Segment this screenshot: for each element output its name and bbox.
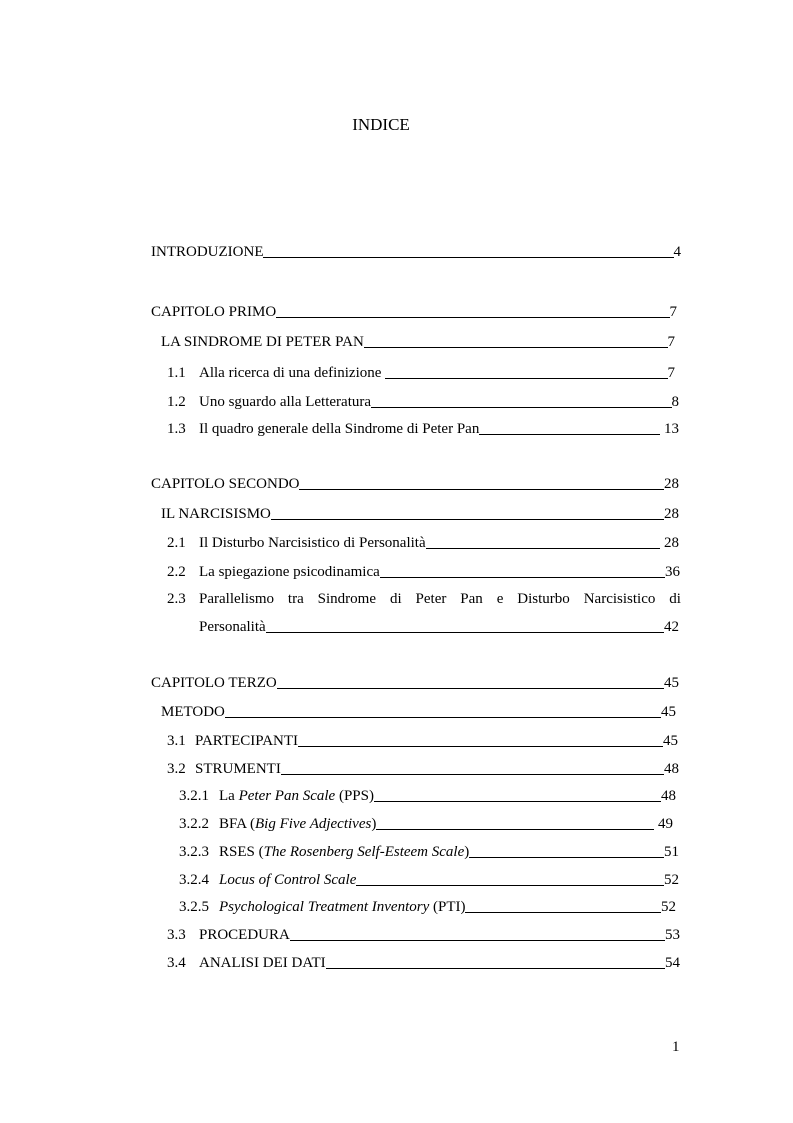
toc-entry-number: 3.4 (167, 955, 186, 971)
toc-entry-page: 8 (671, 394, 679, 410)
toc-entry-page: 28 (664, 476, 679, 492)
leader-line (277, 688, 664, 689)
toc-entry-capitolo-primo[interactable] (151, 301, 677, 323)
toc-word: Pan (460, 591, 483, 607)
toc-entry-3-1[interactable] (167, 730, 678, 752)
leader-line (266, 632, 664, 633)
toc-word: Narcisistico (583, 591, 656, 607)
toc-entry-page: 51 (664, 844, 679, 860)
leader-line (276, 317, 669, 318)
toc-entry-title: IL NARCISISMO (161, 506, 271, 522)
toc-entry-title-line2: Personalità (199, 619, 266, 635)
toc-entry-page: 28 (664, 506, 679, 522)
toc-entry-3-2-3[interactable] (179, 841, 679, 863)
toc-entry-page: 36 (665, 564, 680, 580)
toc-entry-1-2[interactable] (167, 391, 679, 413)
toc-entry-number: 3.2.1 (179, 788, 209, 804)
page-title: INDICE (352, 115, 410, 134)
toc-word: tra (287, 591, 304, 607)
toc-word: Sindrome (317, 591, 377, 607)
toc-entry-page: 52 (661, 899, 676, 915)
leader-line (479, 434, 660, 435)
toc-entry-title: STRUMENTI (195, 761, 281, 777)
toc-entry-2-3-continuation[interactable] (199, 616, 679, 638)
toc-entry-title: METODO (161, 704, 225, 720)
toc-entry-page: 7 (667, 365, 675, 381)
toc-word: di (389, 591, 402, 607)
toc-entry-number: 3.3 (167, 927, 186, 943)
toc-entry-number: 2.1 (167, 535, 186, 551)
toc-entry-page: 53 (665, 927, 680, 943)
leader-line (356, 885, 664, 886)
toc-entry-2-3[interactable] (167, 588, 681, 610)
leader-line (263, 257, 673, 258)
toc-entry-title: La spiegazione psicodinamica (199, 564, 380, 580)
toc-entry-page: 28 (660, 535, 679, 551)
toc-entry-3-2-1[interactable] (179, 785, 676, 807)
toc-entry-1-1[interactable] (167, 362, 675, 384)
toc-entry-number: 3.2.2 (179, 816, 209, 832)
toc-word: Peter (415, 591, 447, 607)
toc-entry-title: Alla ricerca di una definizione (199, 365, 386, 381)
toc-entry-capitolo-secondo[interactable] (151, 473, 679, 495)
toc-entry-title: RSES (The Rosenberg Self-Esteem Scale) (219, 844, 470, 860)
toc-entry-title: PROCEDURA (199, 927, 290, 943)
toc-entry-number: 3.2.5 (179, 899, 209, 915)
toc-entry-capitolo-terzo[interactable] (151, 672, 679, 694)
toc-entry-number: 2.3 (167, 591, 186, 607)
leader-line (281, 774, 664, 775)
toc-entry-metodo[interactable] (161, 701, 676, 723)
toc-entry-title: Il Disturbo Narcisistico di Personalità (199, 535, 426, 551)
leader-line (380, 577, 665, 578)
toc-entry-title: CAPITOLO SECONDO (151, 476, 300, 492)
leader-line (364, 347, 668, 348)
toc-entry-page: 45 (664, 675, 679, 691)
toc-entry-page: 54 (665, 955, 680, 971)
toc-entry-number: 1.2 (167, 394, 186, 410)
toc-entry-title: ANALISI DEI DATI (199, 955, 326, 971)
leader-line (299, 489, 664, 490)
toc-entry-title-line1 (199, 588, 681, 610)
toc-entry-number: 1.3 (167, 421, 186, 437)
leader-line (298, 746, 663, 747)
leader-line (469, 857, 664, 858)
toc-entry-title: INTRODUZIONE (151, 244, 264, 260)
toc-entry-number: 3.1 (167, 733, 186, 749)
toc-entry-page: 13 (660, 421, 679, 437)
toc-entry-page: 7 (669, 304, 677, 320)
leader-line (374, 801, 661, 802)
toc-entry-page: 45 (661, 704, 676, 720)
toc-entry-1-3[interactable] (167, 418, 679, 440)
toc-entry-title: Il quadro generale della Sindrome di Peter Pan (199, 421, 480, 437)
leader-line (326, 968, 665, 969)
toc-entry-3-2[interactable] (167, 758, 679, 780)
toc-entry-number: 3.2 (167, 761, 186, 777)
toc-entry-title: Locus of Control Scale (219, 872, 357, 888)
toc-entry-narcisismo[interactable] (161, 503, 679, 525)
toc-entry-title: Uno sguardo alla Letteratura (199, 394, 372, 410)
leader-line (225, 717, 661, 718)
leader-line (271, 519, 664, 520)
toc-entry-page: 48 (664, 761, 679, 777)
toc-word: Parallelismo (199, 591, 274, 607)
toc-word: di (669, 591, 681, 607)
toc-entry-3-2-2[interactable] (179, 813, 673, 835)
toc-entry-page: 52 (664, 872, 679, 888)
leader-line (385, 378, 667, 379)
leader-line (290, 940, 665, 941)
toc-entry-title: PARTECIPANTI (195, 733, 299, 749)
leader-line (465, 912, 661, 913)
toc-entry-title: CAPITOLO TERZO (151, 675, 277, 691)
toc-entry-sindrome-peter-pan[interactable] (161, 331, 675, 353)
toc-word: e (496, 591, 504, 607)
toc-entry-page: 49 (654, 816, 673, 832)
leader-line (426, 548, 661, 549)
toc-entry-3-4[interactable] (167, 952, 680, 974)
toc-entry-number: 3.2.3 (179, 844, 209, 860)
toc-entry-title: La Peter Pan Scale (PPS) (219, 788, 374, 804)
toc-entry-title: Psychological Treatment Inventory (PTI) (219, 899, 466, 915)
toc-entry-3-3[interactable] (167, 924, 680, 946)
toc-entry-number: 1.1 (167, 365, 186, 381)
toc-entry-2-1[interactable] (167, 532, 679, 554)
leader-line (376, 829, 654, 830)
toc-entry-title: LA SINDROME DI PETER PAN (161, 334, 364, 350)
toc-entry-page: 4 (673, 244, 681, 260)
toc-entry-introduzione[interactable] (151, 241, 681, 263)
toc-entry-2-2[interactable] (167, 561, 680, 583)
toc-entry-title: CAPITOLO PRIMO (151, 304, 277, 320)
toc-entry-number: 2.2 (167, 564, 186, 580)
toc-entry-page: 45 (663, 733, 678, 749)
toc-entry-page: 42 (664, 619, 679, 635)
toc-entry-number: 3.2.4 (179, 872, 209, 888)
toc-word: Disturbo (517, 591, 570, 607)
toc-entry-title: BFA (Big Five Adjectives) (219, 816, 377, 832)
leader-line (371, 407, 671, 408)
toc-entry-page: 7 (667, 334, 675, 350)
page-number: 1 (672, 1039, 680, 1055)
toc-entry-3-2-5[interactable] (179, 896, 676, 918)
toc-entry-3-2-4[interactable] (179, 869, 679, 891)
toc-entry-page: 48 (661, 788, 676, 804)
